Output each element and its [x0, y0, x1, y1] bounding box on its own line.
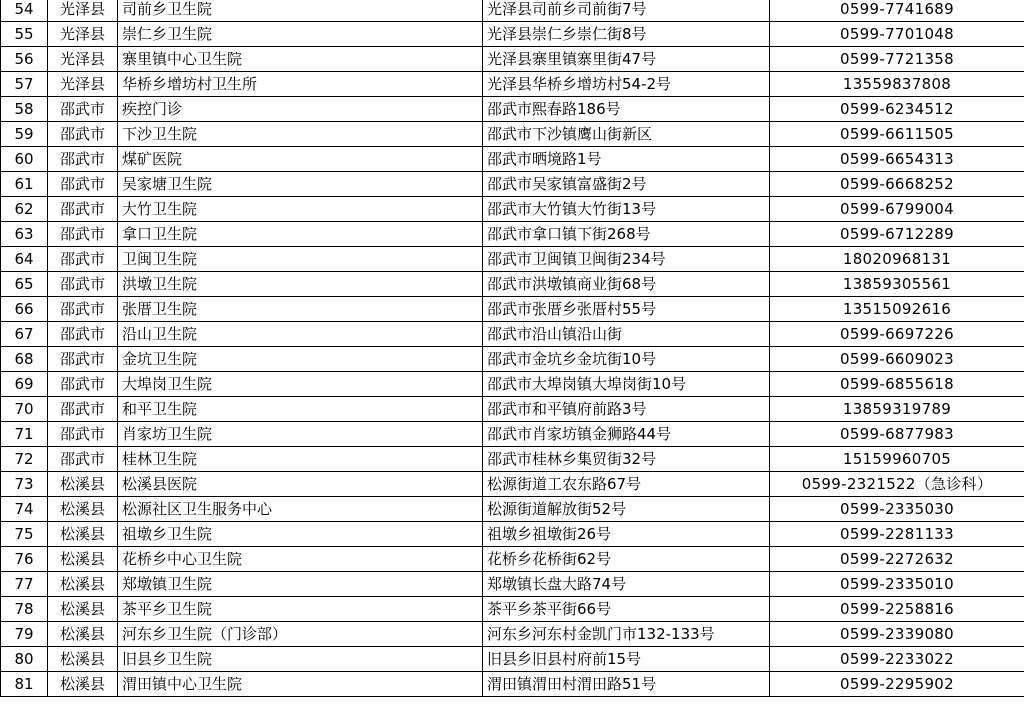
address-cell: 邵武市熙春路186号: [483, 97, 770, 122]
row-number: 81: [1, 672, 48, 697]
table-row: [1, 622, 1024, 647]
table-row: [1, 297, 1024, 322]
row-number: 70: [1, 397, 48, 422]
row-number: 71: [1, 422, 48, 447]
facility-name-cell: 拿口卫生院: [118, 222, 483, 247]
phone-cell: 0599-2335010: [770, 572, 1024, 597]
phone-cell: 0599-6609023: [770, 347, 1024, 372]
county-cell: 邵武市: [48, 197, 118, 222]
county-cell: 邵武市: [48, 397, 118, 422]
county-cell: 松溪县: [48, 472, 118, 497]
facility-name-cell: 花桥乡中心卫生院: [118, 547, 483, 572]
county-cell: 邵武市: [48, 297, 118, 322]
facility-name-cell: 司前乡卫生院: [118, 0, 483, 22]
table-row: [1, 547, 1024, 572]
county-cell: 邵武市: [48, 147, 118, 172]
county-cell: 邵武市: [48, 247, 118, 272]
row-number: 55: [1, 22, 48, 47]
address-cell: 松源街道解放街52号: [483, 497, 770, 522]
row-number: 66: [1, 297, 48, 322]
row-number: 63: [1, 222, 48, 247]
row-number: 64: [1, 247, 48, 272]
phone-cell: 0599-2281133: [770, 522, 1024, 547]
facility-name-cell: 河东乡卫生院（门诊部）: [118, 622, 483, 647]
facility-name-cell: 寨里镇中心卫生院: [118, 47, 483, 72]
address-cell: 邵武市洪墩镇商业街68号: [483, 272, 770, 297]
facility-name-cell: 茶平乡卫生院: [118, 597, 483, 622]
facility-name-cell: 卫闽卫生院: [118, 247, 483, 272]
table-row: [1, 522, 1024, 547]
table-row: [1, 497, 1024, 522]
phone-cell: 0599-2233022: [770, 647, 1024, 672]
table-row: [1, 247, 1024, 272]
facility-name-cell: 煤矿医院: [118, 147, 483, 172]
facility-name-cell: 旧县乡卫生院: [118, 647, 483, 672]
phone-cell: 0599-6668252: [770, 172, 1024, 197]
phone-cell: 0599-7721358: [770, 47, 1024, 72]
address-cell: 旧县乡旧县村府前15号: [483, 647, 770, 672]
address-cell: 茶平乡茶平街66号: [483, 597, 770, 622]
phone-cell: 13859305561: [770, 272, 1024, 297]
address-cell: 渭田镇渭田村渭田路51号: [483, 672, 770, 697]
phone-cell: 0599-6611505: [770, 122, 1024, 147]
table-row: [1, 397, 1024, 422]
row-number: 76: [1, 547, 48, 572]
row-number: 56: [1, 47, 48, 72]
table-row: [1, 572, 1024, 597]
address-cell: 邵武市卫闽镇卫闽街234号: [483, 247, 770, 272]
phone-cell: 0599-2335030: [770, 497, 1024, 522]
row-number: 62: [1, 197, 48, 222]
county-cell: 邵武市: [48, 272, 118, 297]
row-number: 77: [1, 572, 48, 597]
address-cell: 邵武市沿山镇沿山街: [483, 322, 770, 347]
table-row: [1, 97, 1024, 122]
phone-cell: 0599-7741689: [770, 0, 1024, 22]
facility-name-cell: 崇仁乡卫生院: [118, 22, 483, 47]
county-cell: 邵武市: [48, 372, 118, 397]
facility-name-cell: 和平卫生院: [118, 397, 483, 422]
row-number: 74: [1, 497, 48, 522]
address-cell: 邵武市晒境路1号: [483, 147, 770, 172]
facility-name-cell: 洪墩卫生院: [118, 272, 483, 297]
phone-cell: 15159960705: [770, 447, 1024, 472]
row-number: 61: [1, 172, 48, 197]
phone-cell: 13559837808: [770, 72, 1024, 97]
county-cell: 松溪县: [48, 597, 118, 622]
phone-cell: 0599-6697226: [770, 322, 1024, 347]
table-row: [1, 0, 1024, 22]
county-cell: 邵武市: [48, 322, 118, 347]
county-cell: 松溪县: [48, 572, 118, 597]
phone-cell: 0599-6234512: [770, 97, 1024, 122]
county-cell: 松溪县: [48, 547, 118, 572]
row-number: 57: [1, 72, 48, 97]
county-cell: 邵武市: [48, 172, 118, 197]
county-cell: 松溪县: [48, 497, 118, 522]
facility-name-cell: 松源社区卫生服务中心: [118, 497, 483, 522]
address-cell: 光泽县司前乡司前街7号: [483, 0, 770, 22]
phone-cell: 0599-2258816: [770, 597, 1024, 622]
table-row: [1, 47, 1024, 72]
address-cell: 邵武市拿口镇下街268号: [483, 222, 770, 247]
phone-cell: 13515092616: [770, 297, 1024, 322]
facility-name-cell: 郑墩镇卫生院: [118, 572, 483, 597]
county-cell: 松溪县: [48, 672, 118, 697]
table-row: [1, 222, 1024, 247]
county-cell: 邵武市: [48, 97, 118, 122]
phone-cell: 0599-6799004: [770, 197, 1024, 222]
table-row: [1, 272, 1024, 297]
table-row: [1, 197, 1024, 222]
row-number: 54: [1, 0, 48, 22]
facility-name-cell: 金坑卫生院: [118, 347, 483, 372]
row-number: 80: [1, 647, 48, 672]
address-cell: 邵武市大竹镇大竹街13号: [483, 197, 770, 222]
facility-name-cell: 大埠岗卫生院: [118, 372, 483, 397]
row-number: 65: [1, 272, 48, 297]
row-number: 78: [1, 597, 48, 622]
county-cell: 松溪县: [48, 647, 118, 672]
address-cell: 邵武市桂林乡集贸街32号: [483, 447, 770, 472]
address-cell: 邵武市张厝乡张厝村55号: [483, 297, 770, 322]
facility-name-cell: 祖墩乡卫生院: [118, 522, 483, 547]
phone-cell: 18020968131: [770, 247, 1024, 272]
facility-name-cell: 肖家坊卫生院: [118, 422, 483, 447]
address-cell: 光泽县崇仁乡崇仁街8号: [483, 22, 770, 47]
address-cell: 花桥乡花桥街62号: [483, 547, 770, 572]
address-cell: 光泽县华桥乡增坊村54-2号: [483, 72, 770, 97]
county-cell: 邵武市: [48, 447, 118, 472]
facility-name-cell: 渭田镇中心卫生院: [118, 672, 483, 697]
county-cell: 邵武市: [48, 347, 118, 372]
phone-cell: 0599-6877983: [770, 422, 1024, 447]
facility-name-cell: 下沙卫生院: [118, 122, 483, 147]
row-number: 58: [1, 97, 48, 122]
facility-name-cell: 松溪县医院: [118, 472, 483, 497]
address-cell: 郑墩镇长盘大路74号: [483, 572, 770, 597]
row-number: 72: [1, 447, 48, 472]
phone-cell: 0599-2272632: [770, 547, 1024, 572]
phone-cell: 13859319789: [770, 397, 1024, 422]
address-cell: 邵武市肖家坊镇金狮路44号: [483, 422, 770, 447]
row-number: 79: [1, 622, 48, 647]
facility-name-cell: 疾控门诊: [118, 97, 483, 122]
county-cell: 光泽县: [48, 0, 118, 22]
table-row: [1, 72, 1024, 97]
table-row: [1, 22, 1024, 47]
county-cell: 邵武市: [48, 422, 118, 447]
row-number: 59: [1, 122, 48, 147]
table-row: [1, 172, 1024, 197]
county-cell: 光泽县: [48, 47, 118, 72]
row-number: 67: [1, 322, 48, 347]
phone-cell: 0599-6654313: [770, 147, 1024, 172]
facility-name-cell: 大竹卫生院: [118, 197, 483, 222]
county-cell: 邵武市: [48, 222, 118, 247]
facility-name-cell: 桂林卫生院: [118, 447, 483, 472]
clinic-table-body: [1, 0, 1024, 697]
facility-name-cell: 沿山卫生院: [118, 322, 483, 347]
facility-name-cell: 张厝卫生院: [118, 297, 483, 322]
row-number: 73: [1, 472, 48, 497]
table-row: [1, 597, 1024, 622]
facility-name-cell: 吴家塘卫生院: [118, 172, 483, 197]
phone-cell: 0599-6855618: [770, 372, 1024, 397]
table-row: [1, 122, 1024, 147]
row-number: 69: [1, 372, 48, 397]
county-cell: 邵武市: [48, 122, 118, 147]
address-cell: 邵武市下沙镇鹰山街新区: [483, 122, 770, 147]
table-row: [1, 647, 1024, 672]
table-row: [1, 422, 1024, 447]
table-row: [1, 147, 1024, 172]
phone-cell: 0599-6712289: [770, 222, 1024, 247]
phone-cell: 0599-7701048: [770, 22, 1024, 47]
county-cell: 松溪县: [48, 622, 118, 647]
address-cell: 松源街道工农东路67号: [483, 472, 770, 497]
table-row: [1, 322, 1024, 347]
county-cell: 光泽县: [48, 22, 118, 47]
table-row: [1, 672, 1024, 697]
row-number: 68: [1, 347, 48, 372]
address-cell: 邵武市大埠岗镇大埠岗街10号: [483, 372, 770, 397]
address-cell: 邵武市金坑乡金坑街10号: [483, 347, 770, 372]
phone-cell: 0599-2339080: [770, 622, 1024, 647]
row-number: 60: [1, 147, 48, 172]
address-cell: 邵武市和平镇府前路3号: [483, 397, 770, 422]
address-cell: 光泽县寨里镇寨里街47号: [483, 47, 770, 72]
table-row: [1, 447, 1024, 472]
county-cell: 松溪县: [48, 522, 118, 547]
table-row: [1, 472, 1024, 497]
table-row: [1, 372, 1024, 397]
address-cell: 河东乡河东村金凯门市132-133号: [483, 622, 770, 647]
county-cell: 光泽县: [48, 72, 118, 97]
phone-cell: 0599-2321522（急诊科）: [770, 472, 1024, 497]
table-row: [1, 347, 1024, 372]
address-cell: 邵武市吴家镇富盛街2号: [483, 172, 770, 197]
facility-name-cell: 华桥乡增坊村卫生所: [118, 72, 483, 97]
row-number: 75: [1, 522, 48, 547]
phone-cell: 0599-2295902: [770, 672, 1024, 697]
address-cell: 祖墩乡祖墩街26号: [483, 522, 770, 547]
